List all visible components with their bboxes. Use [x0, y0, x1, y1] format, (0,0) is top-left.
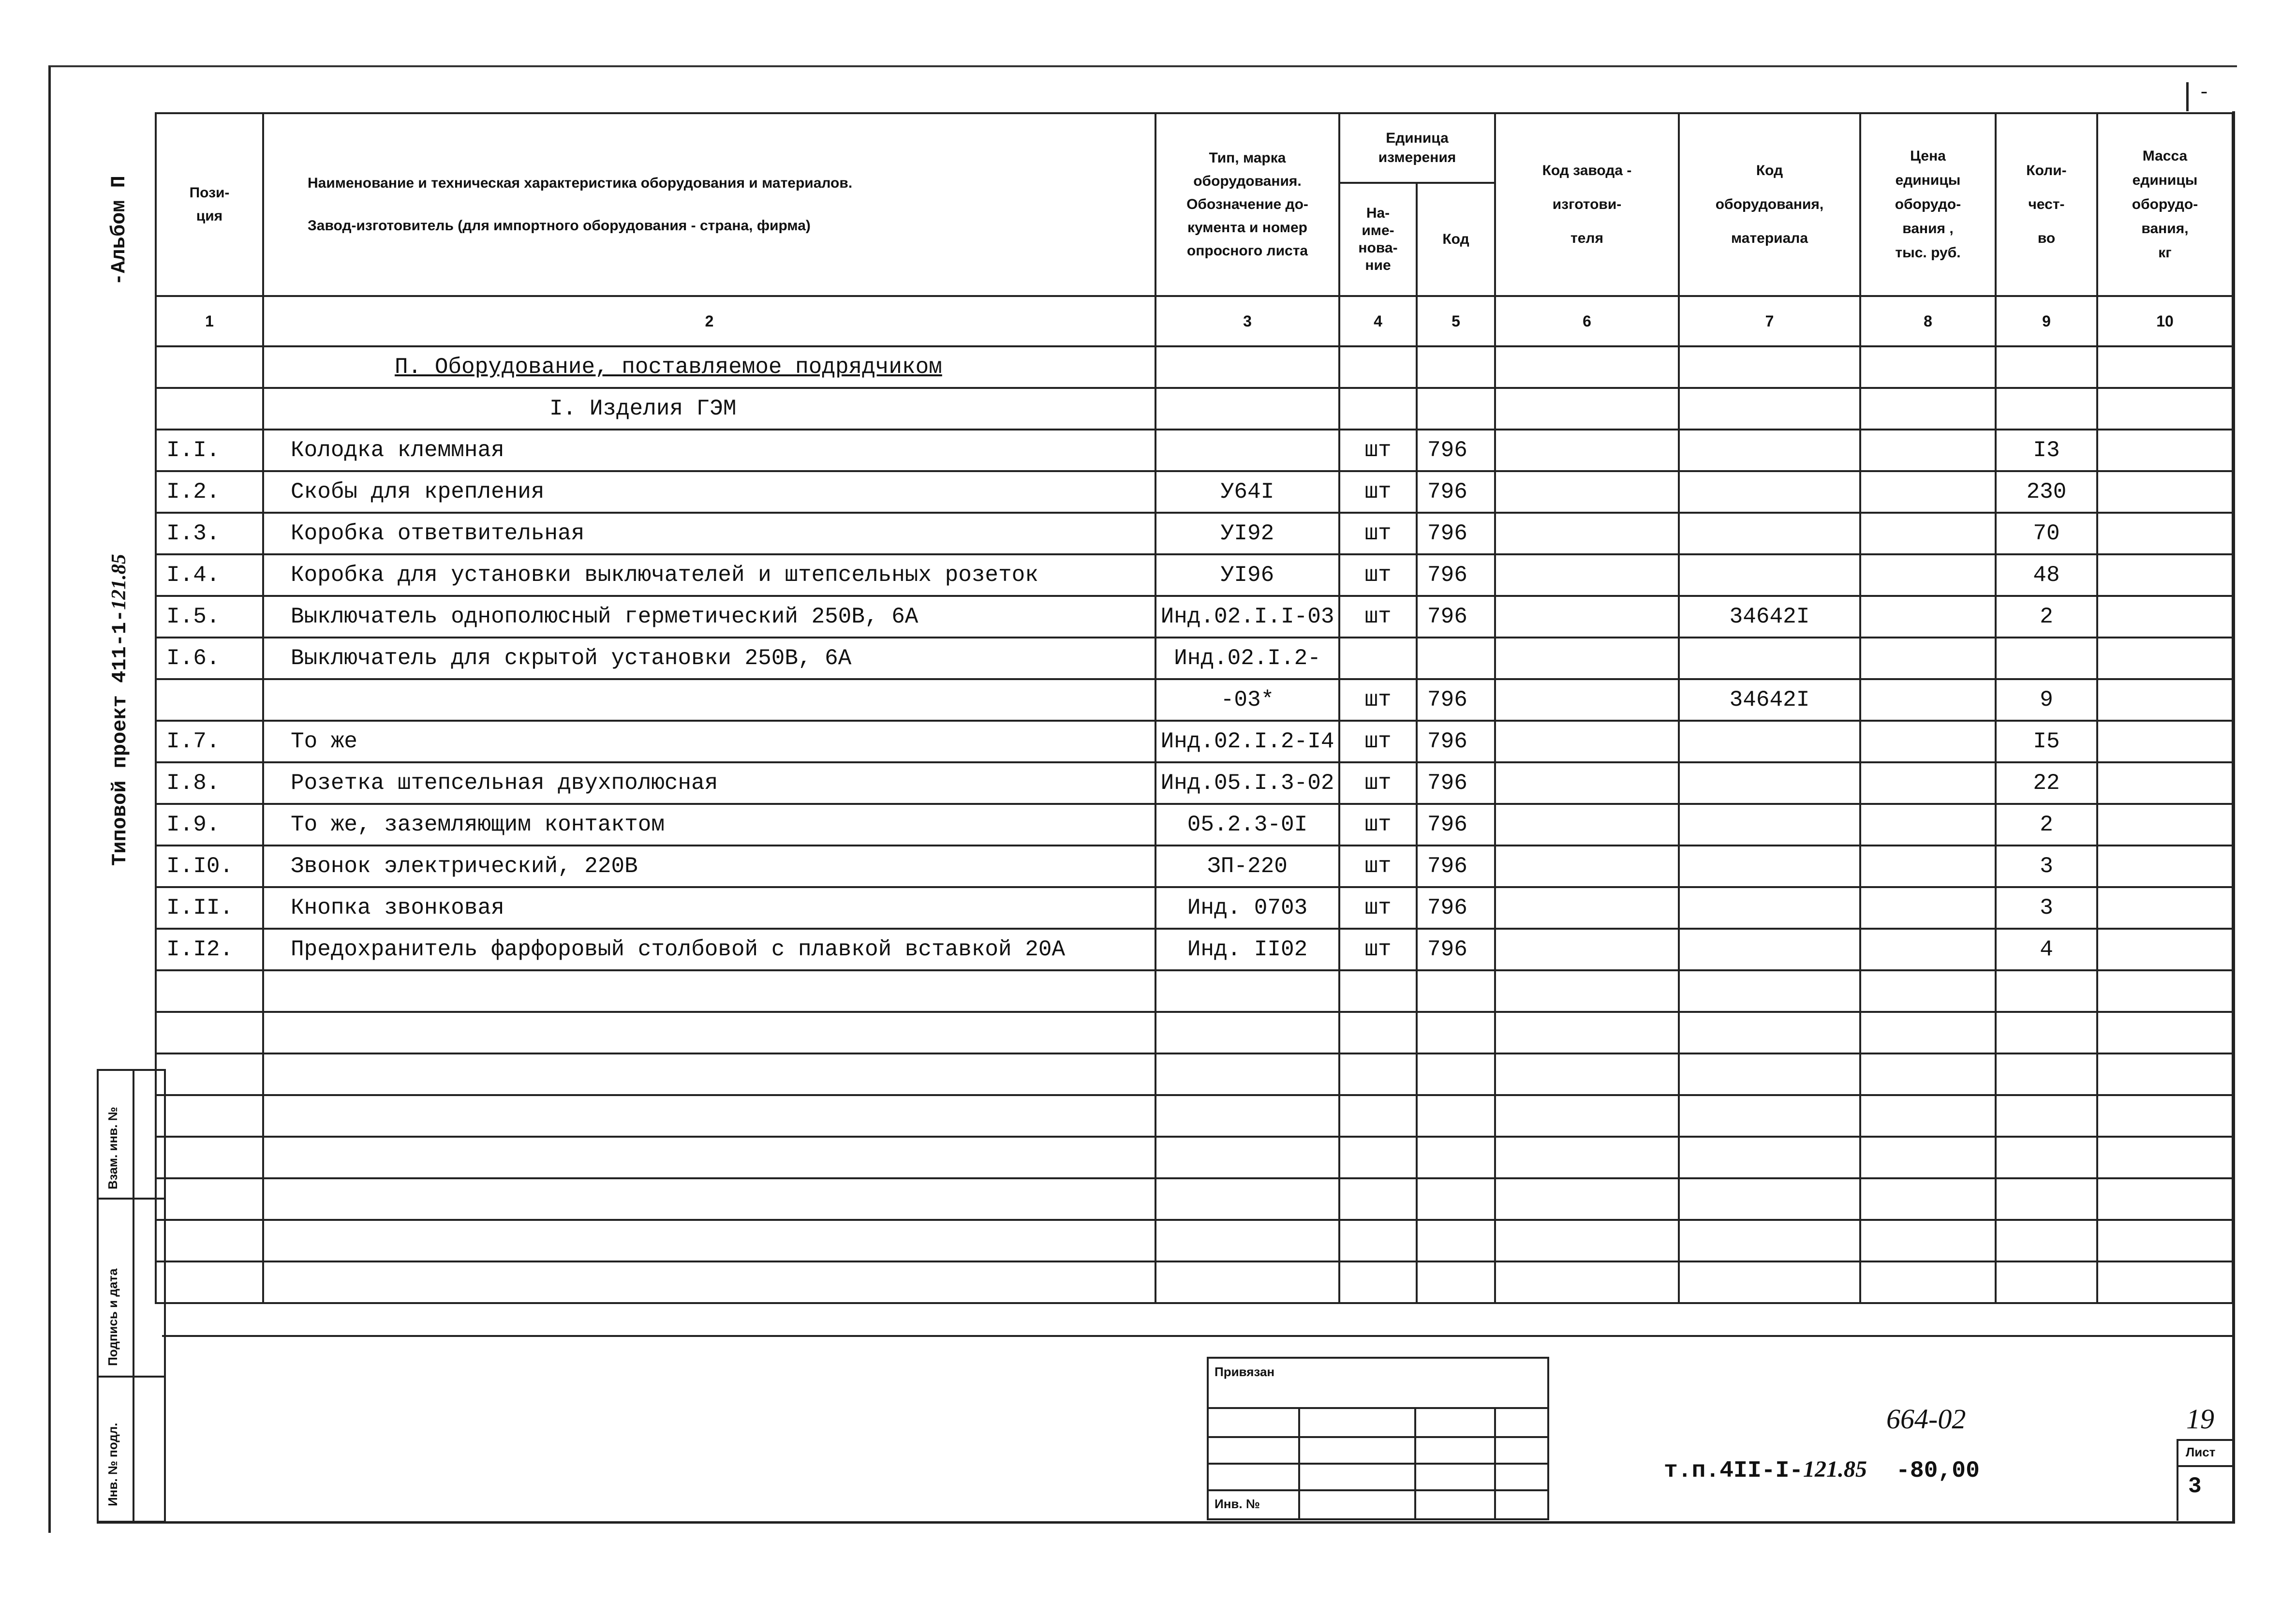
header-position: Пози- ция	[156, 113, 263, 296]
cell-unit: шт	[1339, 762, 1417, 804]
cell-position: I.2.	[156, 471, 263, 513]
cell-name	[263, 679, 1155, 721]
cell-mass	[2097, 554, 2233, 596]
empty-cell	[1495, 1053, 1679, 1095]
empty-cell	[1417, 1220, 1495, 1261]
empty-cell	[263, 1261, 1155, 1303]
col-number: 2	[263, 296, 1155, 346]
bind-label: Привязан	[1215, 1365, 1275, 1379]
cell-type: УI96	[1155, 554, 1339, 596]
cell-unit-code: 796	[1417, 471, 1495, 513]
cell-factory-code	[1495, 762, 1679, 804]
header-name-line1: Наименование и техническая характеристика оборудования и материалов.	[308, 175, 853, 191]
cell-name: Звонок электрический, 220В	[263, 846, 1155, 887]
empty-cell	[156, 1261, 263, 1303]
cell-mass	[2097, 846, 2233, 887]
cell-quantity: 3	[1996, 846, 2097, 887]
specification-table	[155, 112, 2234, 1304]
cell-type: УI92	[1155, 513, 1339, 554]
empty-cell	[263, 1220, 1155, 1261]
cell-position: I.5.	[156, 596, 263, 638]
empty-cell	[1155, 970, 1339, 1012]
album-label: -Альбом П	[107, 176, 131, 285]
empty-cell	[1155, 1261, 1339, 1303]
cell-unit: шт	[1339, 846, 1417, 887]
cell-unit-code: 796	[1417, 762, 1495, 804]
cell-name: То же, заземляющим контактом	[263, 804, 1155, 846]
empty-cell	[1339, 970, 1417, 1012]
empty-cell	[1155, 1095, 1339, 1137]
cell-mass	[2097, 762, 2233, 804]
empty-cell	[1155, 1137, 1339, 1178]
section-row	[156, 346, 2233, 388]
cell-name: Коробка для установки выключателей и штепсельных розеток	[263, 554, 1155, 596]
empty-cell	[1996, 1261, 2097, 1303]
cell-factory-code	[1495, 554, 1679, 596]
empty-cell	[1339, 1261, 1417, 1303]
cell-factory-code	[1495, 471, 1679, 513]
empty-cell	[1495, 1220, 1679, 1261]
stamp-label: Подпись и дата	[105, 1268, 120, 1366]
empty-cell	[1495, 970, 1679, 1012]
cell-mass	[2097, 887, 2233, 929]
header-row	[156, 113, 2233, 183]
empty-cell	[1339, 1220, 1417, 1261]
empty-row	[156, 1095, 2233, 1137]
table-row	[156, 554, 2233, 596]
cell-mass	[2097, 721, 2233, 762]
header-unit: Единица измерения	[1339, 113, 1495, 183]
cell-unit: шт	[1339, 721, 1417, 762]
cell-position: I.4.	[156, 554, 263, 596]
col-number: 7	[1679, 296, 1860, 346]
empty-cell	[1339, 1137, 1417, 1178]
stamp-top-line	[162, 1335, 2235, 1337]
cell-quantity: 2	[1996, 596, 2097, 638]
cell-mass	[2097, 596, 2233, 638]
cell-unit-code: 796	[1417, 679, 1495, 721]
empty-row	[156, 1012, 2233, 1053]
cell-type: Инд. II02	[1155, 929, 1339, 970]
document-code: т.п.4II-I-121.85 -80,00	[1664, 1456, 1980, 1484]
project-handwritten: 121.85	[108, 554, 130, 610]
stamp-label: Инв. № подл.	[105, 1423, 120, 1506]
empty-cell	[263, 1053, 1155, 1095]
empty-cell	[1155, 1053, 1339, 1095]
column-number-row	[156, 296, 2233, 346]
cell-material-code: 34642I	[1679, 679, 1860, 721]
cell-quantity: I3	[1996, 430, 2097, 471]
empty-cell	[1417, 1178, 1495, 1220]
empty-cell	[1860, 1261, 1996, 1303]
empty-cell	[1860, 1095, 1996, 1137]
cell-price	[1860, 929, 1996, 970]
cell-unit: шт	[1339, 513, 1417, 554]
cell-position: I.6.	[156, 638, 263, 679]
cell-mass	[2097, 638, 2233, 679]
cell-position: I.I2.	[156, 929, 263, 970]
inv-label: Инв. №	[1215, 1497, 1260, 1511]
cell-price	[1860, 471, 1996, 513]
cell-quantity: 4	[1996, 929, 2097, 970]
empty-cell	[1339, 1012, 1417, 1053]
cell-type: У64I	[1155, 471, 1339, 513]
cell-material-code	[1679, 721, 1860, 762]
empty-row	[156, 970, 2233, 1012]
table-row	[156, 513, 2233, 554]
subsection-row	[156, 388, 2233, 430]
cell-mass	[2097, 513, 2233, 554]
empty-cell	[156, 1178, 263, 1220]
cell-unit-code: 796	[1417, 513, 1495, 554]
cell-unit: шт	[1339, 471, 1417, 513]
cell-material-code	[1679, 471, 1860, 513]
cell-factory-code	[1495, 721, 1679, 762]
cell-factory-code	[1495, 846, 1679, 887]
header-mass: Масса единицы оборудо- вания, кг	[2097, 113, 2233, 296]
empty-cell	[2097, 1012, 2233, 1053]
empty-cell	[1996, 1137, 2097, 1178]
col-number: 5	[1417, 296, 1495, 346]
cell-material-code	[1679, 513, 1860, 554]
empty-cell	[156, 1220, 263, 1261]
handwritten-code: 664-02	[1886, 1403, 1966, 1435]
cell-price	[1860, 430, 1996, 471]
empty-cell	[1417, 1053, 1495, 1095]
cell-unit: шт	[1339, 804, 1417, 846]
empty-cell	[1417, 1095, 1495, 1137]
empty-cell	[1996, 1095, 2097, 1137]
cell-name: Колодка клеммная	[263, 430, 1155, 471]
header-material-code: Код оборудования, материала	[1679, 113, 1860, 296]
cell-factory-code	[1495, 638, 1679, 679]
cell-type: 05.2.3-0I	[1155, 804, 1339, 846]
empty-cell	[2097, 970, 2233, 1012]
empty-cell	[1996, 1012, 2097, 1053]
empty-cell	[1339, 1053, 1417, 1095]
empty-cell	[1155, 1178, 1339, 1220]
binding-stamp	[1207, 1357, 1549, 1520]
cell-material-code	[1679, 762, 1860, 804]
table-row	[156, 471, 2233, 513]
empty-cell	[2097, 1261, 2233, 1303]
project-label	[107, 554, 132, 866]
cell-name: Выключатель однополюсный герметический 250В, 6А	[263, 596, 1155, 638]
empty-row	[156, 1178, 2233, 1220]
cell-unit: шт	[1339, 929, 1417, 970]
empty-cell	[156, 1137, 263, 1178]
empty-cell	[1155, 1220, 1339, 1261]
cell-factory-code	[1495, 929, 1679, 970]
cell-unit: шт	[1339, 679, 1417, 721]
cell-unit-code: 796	[1417, 804, 1495, 846]
col-number: 1	[156, 296, 263, 346]
col-number: 3	[1155, 296, 1339, 346]
cell-unit-code: 796	[1417, 721, 1495, 762]
header-quantity: Коли- чест- во	[1996, 113, 2097, 296]
table-row	[156, 804, 2233, 846]
empty-cell	[156, 970, 263, 1012]
cell-name: То же	[263, 721, 1155, 762]
cell-name: Кнопка звонковая	[263, 887, 1155, 929]
table-row	[156, 887, 2233, 929]
empty-cell	[1155, 1012, 1339, 1053]
empty-cell	[1495, 1137, 1679, 1178]
cell-quantity: 22	[1996, 762, 2097, 804]
empty-cell	[1339, 1178, 1417, 1220]
cell-price	[1860, 721, 1996, 762]
empty-cell	[156, 1095, 263, 1137]
header-unit-name: На- име- нова- ние	[1339, 183, 1417, 296]
empty-row	[156, 1137, 2233, 1178]
sheet-number: 3	[2188, 1474, 2202, 1499]
cell-unit-code: 796	[1417, 596, 1495, 638]
cell-material-code	[1679, 554, 1860, 596]
empty-cell	[1996, 1053, 2097, 1095]
cell-unit-code: 796	[1417, 846, 1495, 887]
header-factory-code: Код завода - изготови- теля	[1495, 113, 1679, 296]
cell-quantity: 48	[1996, 554, 2097, 596]
header-name-line2: Завод-изготовитель (для импортного оборудования - страна, фирма)	[308, 218, 811, 234]
cell-quantity: I5	[1996, 721, 2097, 762]
table-row	[156, 430, 2233, 471]
empty-cell	[1679, 1053, 1860, 1095]
empty-row	[156, 1053, 2233, 1095]
cell-type: Инд.02.I.I-03	[1155, 596, 1339, 638]
header-type: Тип, марка оборудования. Обозначение до- кумента и номер опросного листа	[1155, 113, 1339, 296]
cell-price	[1860, 762, 1996, 804]
empty-row	[156, 1261, 2233, 1303]
stamp-label: Взам. инв. №	[105, 1107, 120, 1189]
empty-row	[156, 1220, 2233, 1261]
top-right-mark: -	[2186, 82, 2232, 111]
cell-material-code	[1679, 887, 1860, 929]
left-stamp	[97, 1069, 166, 1523]
table-row	[156, 596, 2233, 638]
empty-cell	[1860, 970, 1996, 1012]
empty-cell	[1860, 1012, 1996, 1053]
col-number: 10	[2097, 296, 2233, 346]
cell-unit-code: 796	[1417, 929, 1495, 970]
empty-cell	[1339, 1095, 1417, 1137]
cell-unit: шт	[1339, 430, 1417, 471]
cell-unit-code: 796	[1417, 554, 1495, 596]
section-title: П. Оборудование, поставляемое подрядчиком	[263, 346, 1155, 388]
cell-unit-code: 796	[1417, 430, 1495, 471]
cell-mass	[2097, 804, 2233, 846]
empty-cell	[1860, 1137, 1996, 1178]
cell-position: I.II.	[156, 887, 263, 929]
sheet-label: Лист	[2186, 1445, 2216, 1459]
empty-cell	[1679, 1095, 1860, 1137]
empty-cell	[1679, 1261, 1860, 1303]
table-row	[156, 638, 2233, 679]
cell-position: I.I0.	[156, 846, 263, 887]
cell-type: ЗП-220	[1155, 846, 1339, 887]
cell-price	[1860, 804, 1996, 846]
empty-cell	[1495, 1012, 1679, 1053]
empty-cell	[2097, 1053, 2233, 1095]
cell-quantity: 9	[1996, 679, 2097, 721]
empty-cell	[2097, 1220, 2233, 1261]
sheet-box	[2177, 1439, 2234, 1521]
cell-name: Коробка ответвительная	[263, 513, 1155, 554]
empty-cell	[1417, 1261, 1495, 1303]
cell-mass	[2097, 929, 2233, 970]
cell-factory-code	[1495, 887, 1679, 929]
cell-material-code	[1679, 638, 1860, 679]
empty-cell	[1679, 1137, 1860, 1178]
cell-factory-code	[1495, 430, 1679, 471]
cell-material-code: 34642I	[1679, 596, 1860, 638]
cell-mass	[2097, 471, 2233, 513]
cell-quantity	[1996, 638, 2097, 679]
cell-type: Инд. 0703	[1155, 887, 1339, 929]
empty-cell	[263, 1012, 1155, 1053]
table-row	[156, 721, 2233, 762]
handwritten-page: 19	[2186, 1403, 2214, 1435]
cell-price	[1860, 846, 1996, 887]
cell-price	[1860, 887, 1996, 929]
empty-cell	[263, 1178, 1155, 1220]
header-price: Цена единицы оборудо- вания , тыс. руб.	[1860, 113, 1996, 296]
cell-quantity: 2	[1996, 804, 2097, 846]
empty-cell	[263, 970, 1155, 1012]
cell-position: I.8.	[156, 762, 263, 804]
empty-cell	[1495, 1095, 1679, 1137]
cell-type: Инд.05.I.3-02	[1155, 762, 1339, 804]
empty-cell	[1679, 970, 1860, 1012]
empty-cell	[1860, 1220, 1996, 1261]
cell-quantity: 70	[1996, 513, 2097, 554]
cell-mass	[2097, 679, 2233, 721]
project-text: Типовой проект 411-1-	[108, 609, 132, 866]
cell-unit: шт	[1339, 596, 1417, 638]
bottom-frame-line	[97, 1521, 2235, 1524]
cell-price	[1860, 638, 1996, 679]
cell-quantity: 3	[1996, 887, 2097, 929]
cell-material-code	[1679, 430, 1860, 471]
header-unit-code: Код	[1417, 183, 1495, 296]
empty-cell	[1679, 1220, 1860, 1261]
cell-name: Розетка штепсельная двухполюсная	[263, 762, 1155, 804]
col-number: 8	[1860, 296, 1996, 346]
cell-price	[1860, 596, 1996, 638]
cell-unit-code: 796	[1417, 887, 1495, 929]
empty-cell	[1417, 1012, 1495, 1053]
cell-name: Выключатель для скрытой установки 250В, 6А	[263, 638, 1155, 679]
empty-cell	[1996, 1220, 2097, 1261]
cell-position: I.I.	[156, 430, 263, 471]
cell-type	[1155, 430, 1339, 471]
document-code-handwritten: 121.85	[1803, 1456, 1867, 1482]
cell-position: I.7.	[156, 721, 263, 762]
cell-position	[156, 679, 263, 721]
table-row	[156, 679, 2233, 721]
cell-unit: шт	[1339, 554, 1417, 596]
empty-cell	[1495, 1261, 1679, 1303]
empty-cell	[1417, 970, 1495, 1012]
cell-material-code	[1679, 804, 1860, 846]
cell-type: Инд.02.I.2-I4	[1155, 721, 1339, 762]
cell-unit: шт	[1339, 887, 1417, 929]
empty-cell	[1679, 1178, 1860, 1220]
cell-position: I.9.	[156, 804, 263, 846]
cell-name: Скобы для крепления	[263, 471, 1155, 513]
cell-price	[1860, 679, 1996, 721]
cell-price	[1860, 554, 1996, 596]
cell-factory-code	[1495, 679, 1679, 721]
cell-factory-code	[1495, 513, 1679, 554]
cell-position: I.3.	[156, 513, 263, 554]
subsection-title: I. Изделия ГЭМ	[263, 388, 1155, 430]
cell-mass	[2097, 430, 2233, 471]
col-number: 4	[1339, 296, 1417, 346]
cell-name: Предохранитель фарфоровый столбовой с плавкой вставкой 20А	[263, 929, 1155, 970]
empty-cell	[2097, 1137, 2233, 1178]
empty-cell	[1495, 1178, 1679, 1220]
cell-factory-code	[1495, 804, 1679, 846]
cell-factory-code	[1495, 596, 1679, 638]
empty-cell	[1679, 1012, 1860, 1053]
cell-material-code	[1679, 929, 1860, 970]
empty-cell	[263, 1137, 1155, 1178]
col-number: 6	[1495, 296, 1679, 346]
cell-unit	[1339, 638, 1417, 679]
empty-cell	[1417, 1137, 1495, 1178]
cell-type: -03*	[1155, 679, 1339, 721]
col-number: 9	[1996, 296, 2097, 346]
empty-cell	[1860, 1053, 1996, 1095]
table-row	[156, 762, 2233, 804]
empty-cell	[2097, 1095, 2233, 1137]
cell-material-code	[1679, 846, 1860, 887]
cell-price	[1860, 513, 1996, 554]
empty-cell	[263, 1095, 1155, 1137]
cell-quantity: 230	[1996, 471, 2097, 513]
empty-cell	[156, 1012, 263, 1053]
empty-cell	[2097, 1178, 2233, 1220]
empty-cell	[1996, 1178, 2097, 1220]
cell-unit-code	[1417, 638, 1495, 679]
empty-cell	[1860, 1178, 1996, 1220]
cell-type: Инд.02.I.2-	[1155, 638, 1339, 679]
table-row	[156, 846, 2233, 887]
header-name	[263, 113, 1155, 296]
empty-cell	[156, 1053, 263, 1095]
table-row	[156, 929, 2233, 970]
empty-cell	[1996, 970, 2097, 1012]
